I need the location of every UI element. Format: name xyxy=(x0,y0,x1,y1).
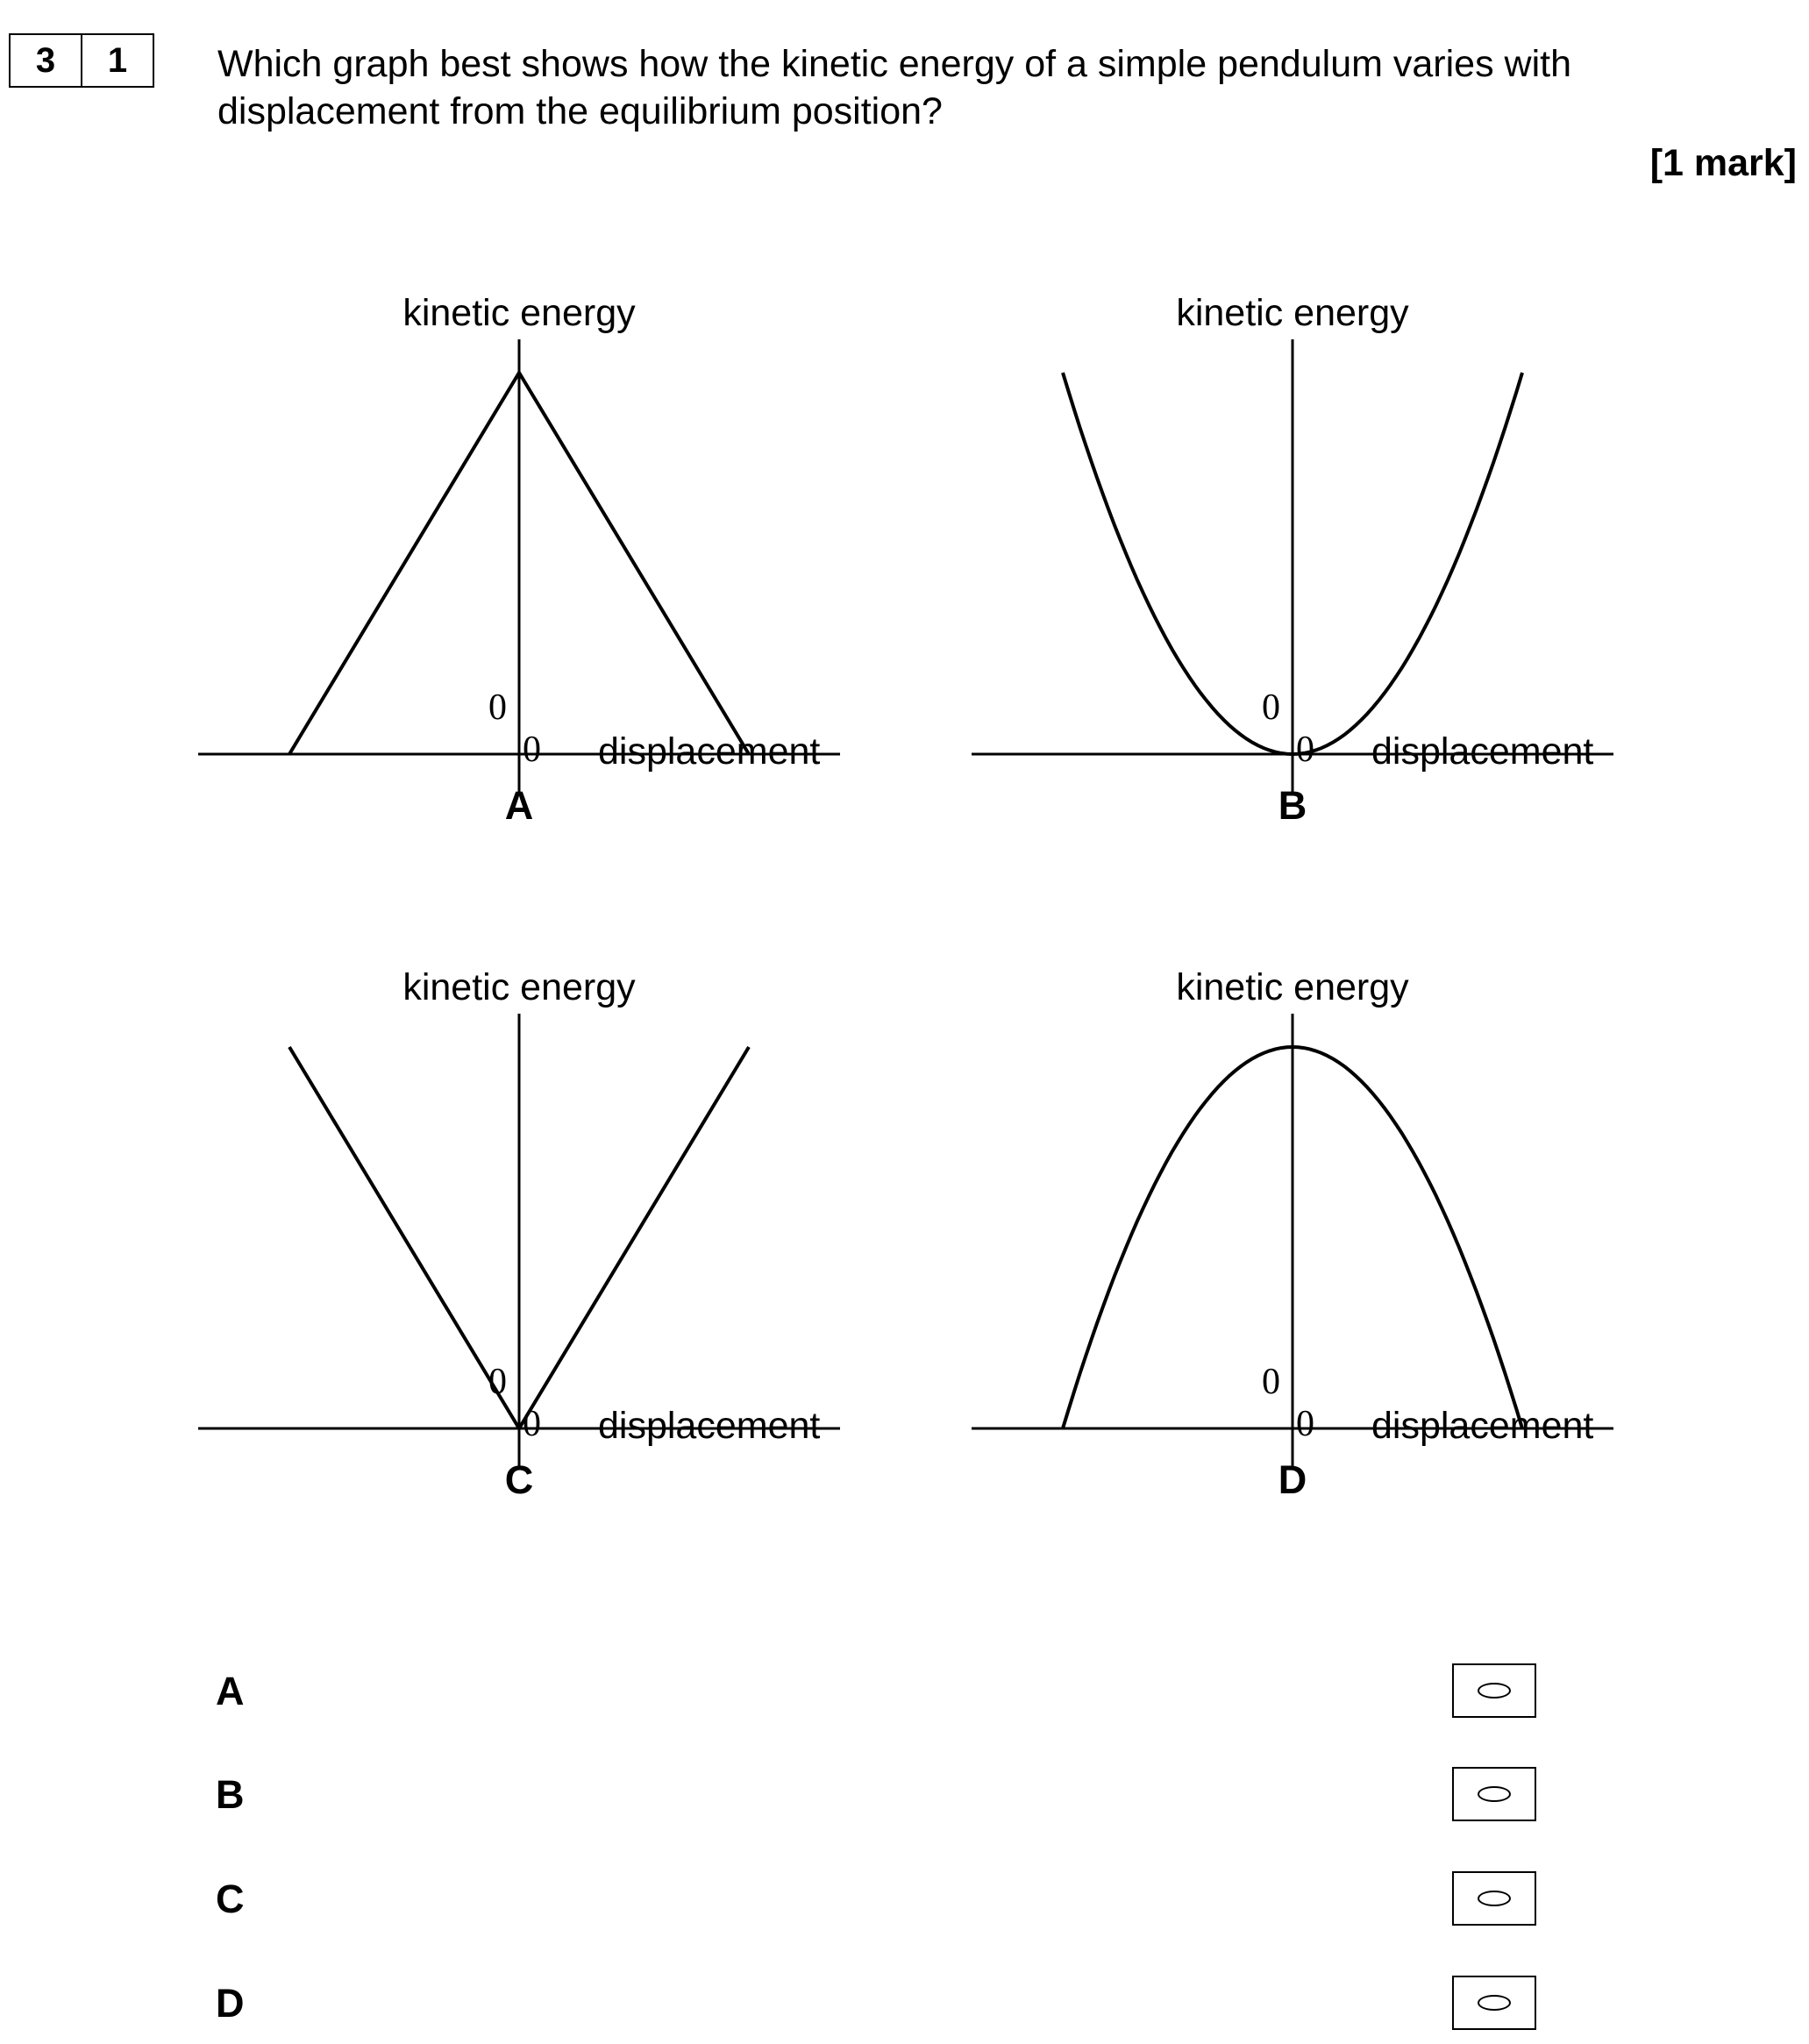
option-a-label: A xyxy=(216,1669,245,1713)
y-axis-label: kinetic energy xyxy=(402,966,636,1008)
question-number-digit: 1 xyxy=(81,35,153,86)
x-origin-label: 0 xyxy=(523,1404,541,1444)
x-axis-label: displacement xyxy=(598,1405,821,1447)
y-axis-label: kinetic energy xyxy=(1176,292,1409,334)
graph-b xyxy=(968,285,1617,881)
question-text: Which graph best shows how the kinetic energy of a simple pendulum varies with displacement from the equilibrium position? xyxy=(217,43,1571,132)
question-number-digit: 3 xyxy=(35,40,56,80)
graph-letter: C xyxy=(504,1457,534,1502)
option-d-label: D xyxy=(216,1981,245,2026)
graph-letter: D xyxy=(1278,1457,1307,1502)
oval-icon xyxy=(1478,1786,1511,1802)
y-origin-label: 0 xyxy=(1262,1362,1280,1402)
x-origin-label: 0 xyxy=(523,730,541,770)
oval-icon xyxy=(1478,1891,1511,1906)
option-b-label: B xyxy=(216,1772,245,1817)
graph-c xyxy=(195,959,844,1556)
oval-icon xyxy=(1478,1683,1511,1699)
option-b-box[interactable] xyxy=(1452,1767,1536,1821)
question-number xyxy=(9,33,154,88)
y-axis-label: kinetic energy xyxy=(402,292,636,334)
option-c-label: C xyxy=(216,1877,245,1921)
graph-a xyxy=(195,285,844,881)
y-origin-label: 0 xyxy=(488,1362,507,1402)
graph-letter: A xyxy=(504,783,534,828)
y-origin-label: 0 xyxy=(488,687,507,728)
x-axis-label: displacement xyxy=(598,730,821,773)
y-origin-label: 0 xyxy=(1262,687,1280,728)
y-axis-label: kinetic energy xyxy=(1176,966,1409,1008)
option-a-box[interactable] xyxy=(1452,1663,1536,1718)
option-d-box[interactable] xyxy=(1452,1976,1536,2030)
graph-d xyxy=(968,959,1617,1556)
x-origin-label: 0 xyxy=(1296,730,1314,770)
x-axis-label: displacement xyxy=(1371,1405,1594,1447)
x-axis-label: displacement xyxy=(1371,730,1594,773)
graph-letter: B xyxy=(1278,783,1307,828)
option-c-box[interactable] xyxy=(1452,1871,1536,1926)
oval-icon xyxy=(1478,1995,1511,2011)
x-origin-label: 0 xyxy=(1296,1404,1314,1444)
marks-label: [1 mark] xyxy=(1649,142,1797,184)
